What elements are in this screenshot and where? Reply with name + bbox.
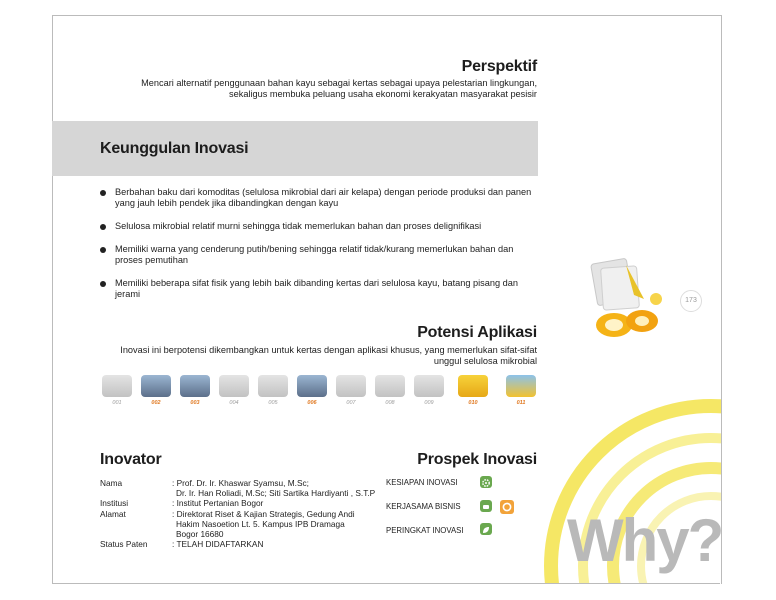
status-value: : TELAH DIDAFTARKAN xyxy=(172,539,264,550)
nama-value: : Prof. Dr. Ir. Khaswar Syamsu, M.Sc; xyxy=(172,478,309,488)
application-thumb xyxy=(297,375,327,397)
application-icon xyxy=(256,375,290,409)
application-icon-row xyxy=(100,375,540,409)
leaf-icon xyxy=(480,523,492,535)
inovator-title: Inovator xyxy=(100,451,162,468)
alamat-value: : Direktorat Riset & Kajian Strategis, Gedung Andi xyxy=(172,508,355,519)
keunggulan-title: Keunggulan Inovasi xyxy=(100,140,249,157)
institusi-value: : Institut Pertanian Bogor xyxy=(172,498,264,509)
perspektif-text xyxy=(77,78,537,100)
nama-label: Nama xyxy=(100,478,123,488)
gear-icon xyxy=(480,476,492,488)
application-icon xyxy=(295,375,329,409)
application-number: 005 xyxy=(268,400,278,406)
application-number: 010 xyxy=(468,400,478,406)
application-icon xyxy=(178,375,212,409)
alamat-label: Alamat xyxy=(100,508,126,519)
application-icon xyxy=(334,375,368,409)
alamat-value-3: Bogor 16680 xyxy=(176,529,224,540)
status-label: Status Paten xyxy=(100,539,148,550)
perspektif-title: Perspektif xyxy=(461,58,537,75)
handshake-icon xyxy=(480,500,492,512)
perspektif-line-1: Mencari alternatif penggunaan bahan kayu sebagai kertas sebagai upaya pelestarian lingkungan, xyxy=(141,78,537,88)
prospek-title: Prospek Inovasi xyxy=(417,451,537,468)
list-item: Memiliki warna yang cenderung putih/bening sehingga relatif tidak/kurang memerlukan bahan dan proses pemutihan xyxy=(100,244,540,266)
application-thumb xyxy=(506,375,536,397)
inovator-table xyxy=(100,478,375,549)
application-thumb xyxy=(258,375,288,397)
kerjasama-label: KERJASAMA BISNIS xyxy=(386,502,461,511)
application-thumb xyxy=(458,375,488,397)
application-icon xyxy=(504,375,538,409)
institusi-label: Institusi xyxy=(100,498,129,509)
potensi-line-2: unggul selulosa mikrobial xyxy=(433,356,537,366)
product-illustration xyxy=(590,255,670,345)
kesiapan-label: KESIAPAN INOVASI xyxy=(386,478,458,487)
application-icon xyxy=(139,375,173,409)
application-number: 006 xyxy=(307,400,317,406)
application-number: 002 xyxy=(151,400,161,406)
coin-icon xyxy=(500,500,514,514)
application-thumb xyxy=(141,375,171,397)
application-icon xyxy=(456,375,490,409)
application-icon xyxy=(373,375,407,409)
application-thumb xyxy=(102,375,132,397)
perspektif-line-2: sekaligus membuka peluang usaha ekonomi kerakyatan masyarakat pesisir xyxy=(229,89,537,99)
application-thumb xyxy=(375,375,405,397)
page-number: 173 xyxy=(680,290,702,312)
keunggulan-list xyxy=(100,187,540,312)
peringkat-label: PERINGKAT INOVASI xyxy=(386,526,464,535)
bottom-border xyxy=(52,583,720,584)
application-icon xyxy=(100,375,134,409)
application-number: 007 xyxy=(346,400,356,406)
application-thumb xyxy=(219,375,249,397)
application-icon xyxy=(217,375,251,409)
application-number: 011 xyxy=(516,400,526,406)
application-number: 009 xyxy=(424,400,434,406)
application-icon xyxy=(412,375,446,409)
application-thumb xyxy=(414,375,444,397)
potensi-title: Potensi Aplikasi xyxy=(417,324,537,341)
list-item: Berbahan baku dari komoditas (selulosa mikrobial dari air kelapa) dengan periode produksi dan panen yang jauh lebih pendek jika dibandingkan dengan kayu xyxy=(100,187,540,209)
application-thumb xyxy=(180,375,210,397)
potensi-text xyxy=(77,345,537,367)
alamat-value-2: Hakim Nasoetion Lt. 5. Kampus IPB Dramaga xyxy=(176,518,345,529)
application-number: 008 xyxy=(385,400,395,406)
application-number: 004 xyxy=(229,400,239,406)
list-item: Selulosa mikrobial relatif murni sehingga tidak memerlukan bahan dan proses delignifikasi xyxy=(100,221,540,232)
nama-value-2: Dr. Ir. Han Roliadi, M.Sc; Siti Sartika Hardiyanti , S.T.P xyxy=(176,488,376,499)
list-item: Memiliki beberapa sifat fisik yang lebih baik dibanding kertas dari selulosa kayu, batang pisang dan jerami xyxy=(100,278,540,300)
why-watermark: Why? xyxy=(567,507,723,574)
application-number: 003 xyxy=(190,400,200,406)
application-number: 001 xyxy=(112,400,122,406)
application-thumb xyxy=(336,375,366,397)
potensi-line-1: Inovasi ini berpotensi dikembangkan untuk kertas dengan aplikasi khusus, yang memerlukan sifat-sifat xyxy=(120,345,537,355)
